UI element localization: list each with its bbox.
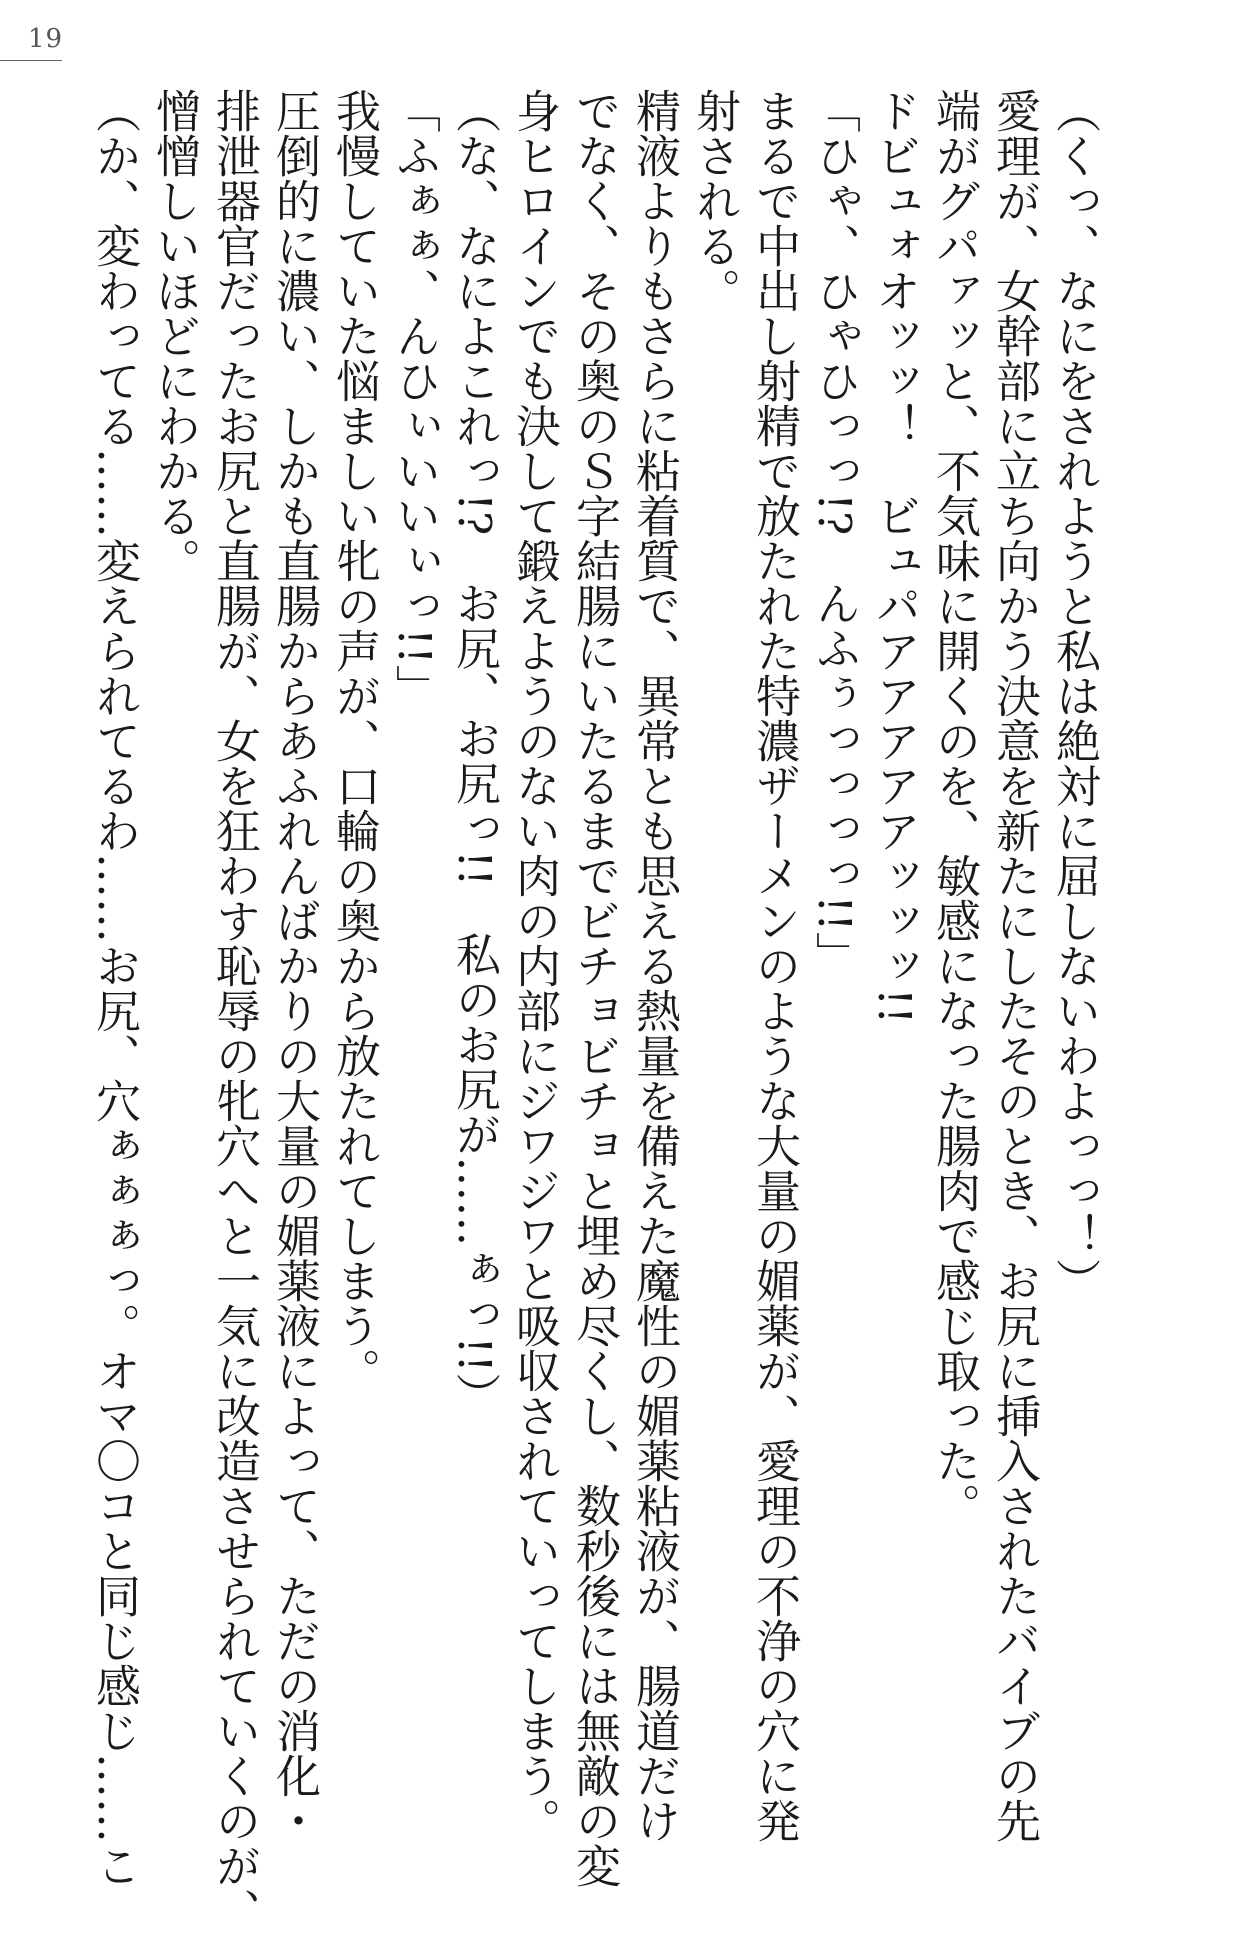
- text-line: （な、なによこれっ!? お尻、お尻っ!! 私のお尻が……ぁっ!!）: [448, 88, 501, 1418]
- text-line: 我慢していた悩ましい牝の声が、口輪の奥から放たれてしまう。: [328, 88, 381, 1393]
- text-line: 憎憎しいほどにわかる。: [148, 88, 201, 583]
- text-line: 精液よりもさらに粘着質で、異常とも思える熱量を備えた魔性の媚薬粘液が、腸道だけ: [628, 88, 681, 1843]
- text-line: 端がグパァッと、不気味に開くのを、敏感になった腸肉で感じ取った。: [928, 88, 981, 1528]
- text-line: 圧倒的に濃い、しかも直腸からあふれんばかりの大量の媚薬液によって、ただの消化・: [268, 88, 321, 1843]
- text-line: まるで中出し射精で放たれた特濃ザーメンのような大量の媚薬が、愛理の不浄の穴に発: [748, 88, 801, 1843]
- text-line: 愛理が、女幹部に立ち向かう決意を新たにしたそのとき、お尻に挿入されたバイブの先: [988, 88, 1041, 1843]
- text-line: 「ふぁぁ、んひぃいいぃっ!!」: [388, 88, 441, 710]
- text-line: 排泄器官だったお尻と直腸が、女を狂わす恥辱の牝穴へと一気に改造させられていくのが、: [208, 88, 261, 1933]
- text-line: （か、変わってる……変えられてるわ……お尻、穴ぁぁぁっ。オマ〇コと同じ感じ……こ: [88, 88, 141, 1888]
- text-line: でなく、その奥のＳ字結腸にいたるまでビチョビチョと埋め尽くし、数秒後には無敵の変: [568, 88, 621, 1888]
- text-line: （くっ、なにをされようと私は絶対に屈しないわよっっ！）: [1048, 88, 1101, 1303]
- text-line: 「ひゃ、ひゃひっっ!? んふぅっっっっ!!」: [808, 88, 861, 977]
- text-line: 身ヒロインでも決して鍛えようのない肉の内部にジワジワと吸収されていってしまう。: [508, 88, 561, 1843]
- text-line: 射される。: [688, 88, 741, 313]
- page-number: 19: [28, 24, 64, 54]
- page-number-rule: [0, 60, 62, 61]
- vertical-text-block: [60, 88, 1101, 1933]
- text-line: ドビュォオッッ！ ビュパアアアアアッッッ!!: [868, 88, 921, 1025]
